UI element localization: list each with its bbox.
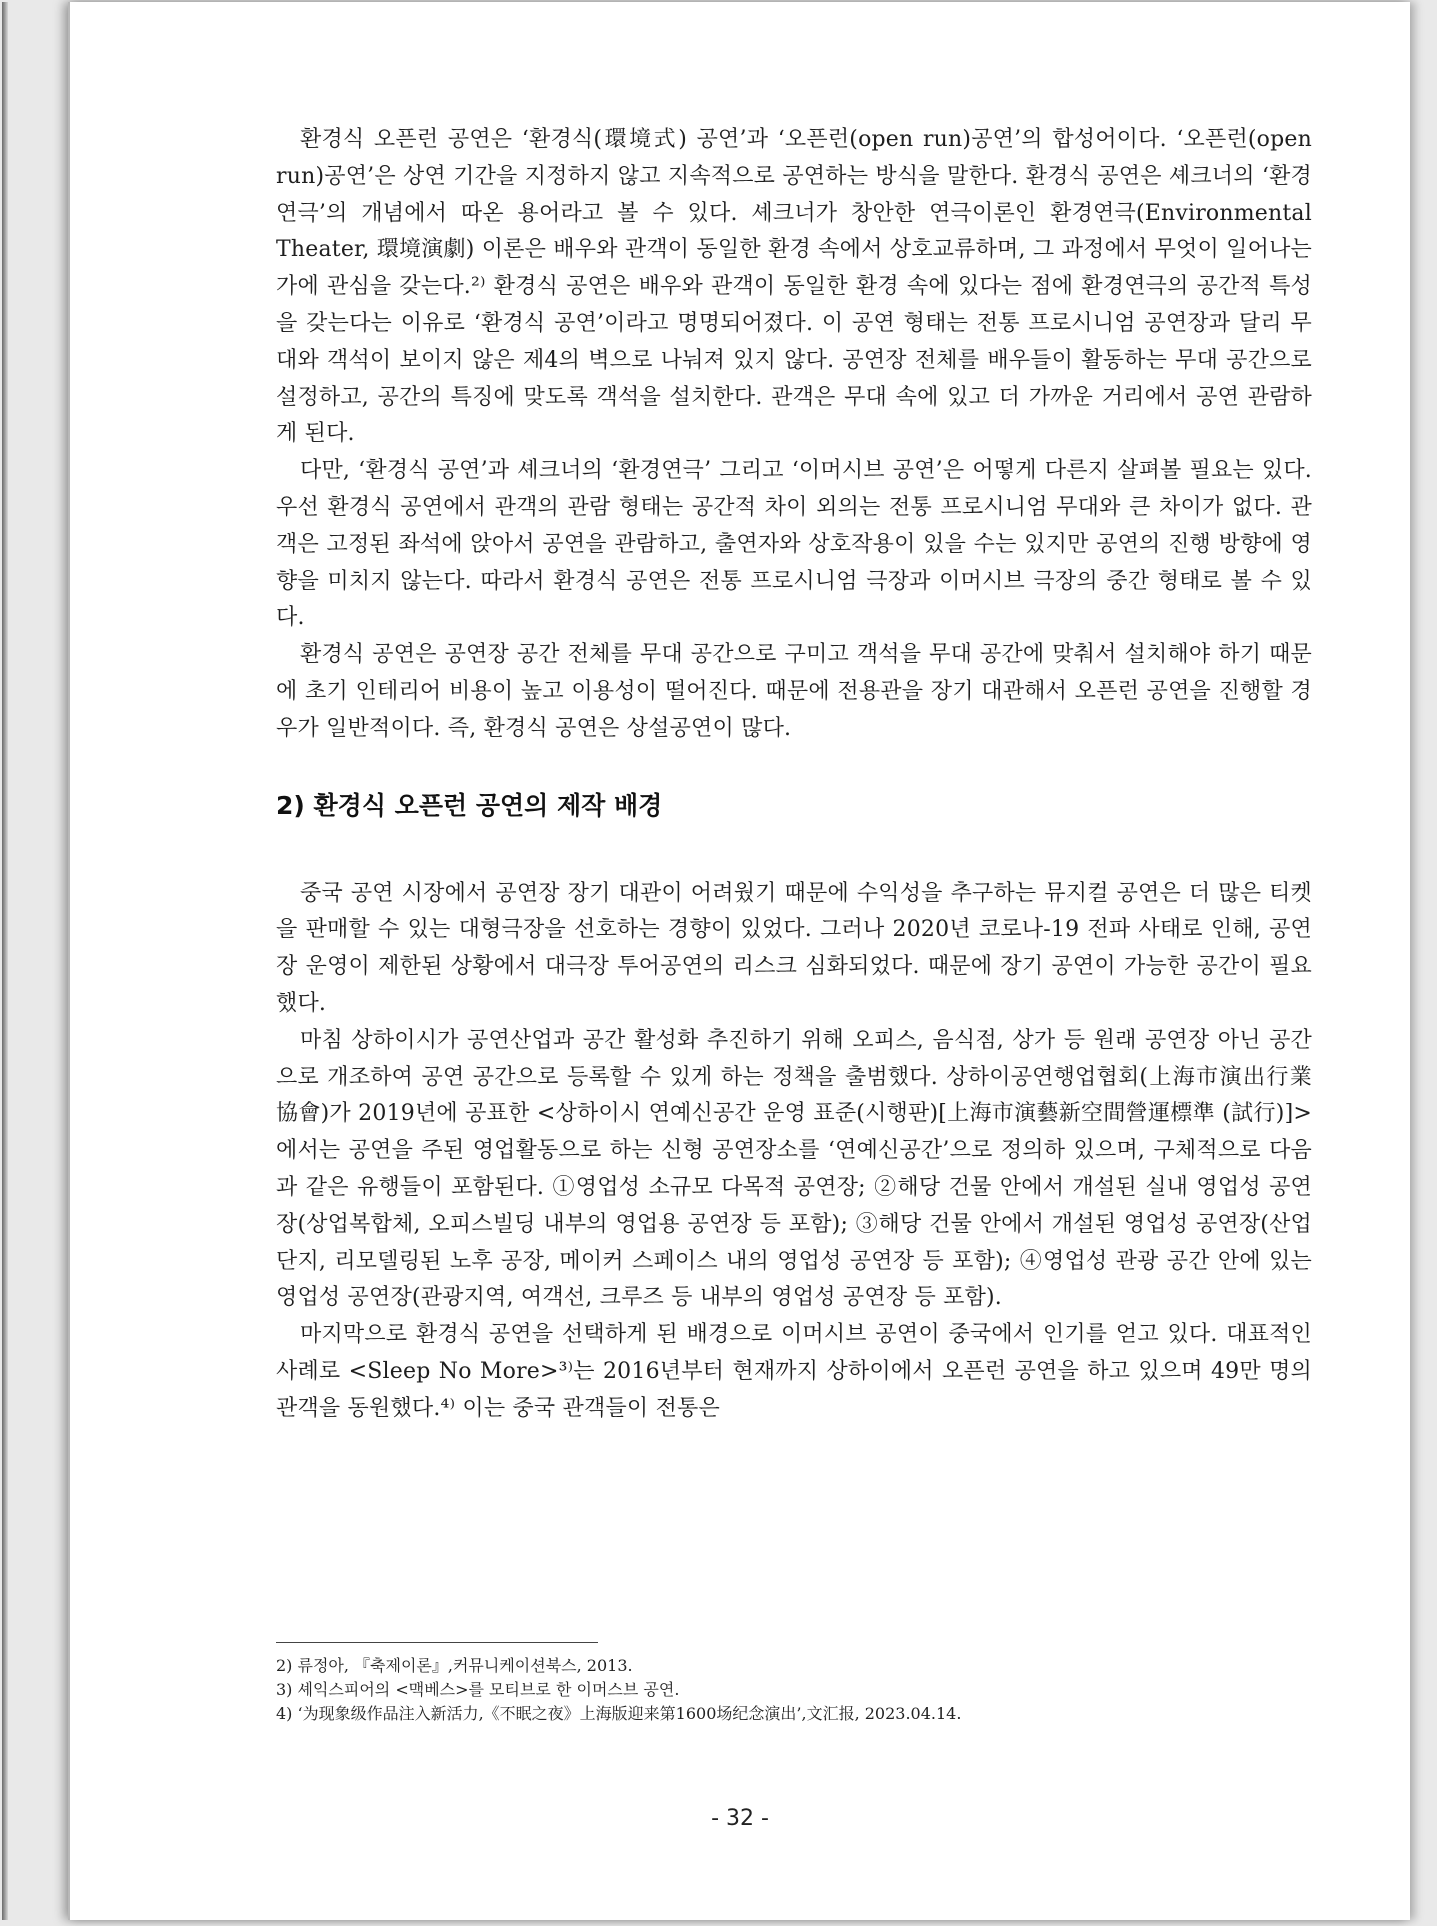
body-paragraph: 마침 상하이시가 공연산업과 공간 활성화 추진하기 위해 오피스, 음식점, 상가 등 원래 공연장 아닌 공간으로 개조하여 공연 공간으로 등록할 수 있게 하는 정책을 출범했다. 상하이공연행업협회(上海市演出行業協會)가 2019년에 공표한 <상하이시 연예신공간 운영 표준(시행판)[上海市演藝新空間營運標準 (試行)]>에서는 공연을 주된 영업활동으로 하는 신형 공연장소를 ‘연예신공간’으로 정의하 있으며, 구체적으로 다음과 같은 유행들이 포함된다. ①영업성 소규모 다목적 공연장; ②해당 건물 안에서 개설된 실내 영업성 공연장(상업복합체, 오피스빌딩 내부의 영업용 공연장 등 포함); ③해당 건물 안에서 개설된 영업성 공연장(산업단지, 리모델링된 노후 공장, 메이커 스페이스 내의 영업성 공연장 등 포함); ④영업성 관광 공간 안에 있는 영업성 공연장(관광지역, 여객선, 크루즈 등 내부의 영업성 공연장 등 포함). [276,1027,1312,1311]
footnote: 2) 류정아, 『축제이론』,커뮤니케이션북스, 2013. [276,1656,633,1675]
document-page [68,2,1410,1920]
body-paragraph: 중국 공연 시장에서 공연장 장기 대관이 어려웠기 때문에 수익성을 추구하는 뮤지컬 공연은 더 많은 티켓을 판매할 수 있는 대형극장을 선호하는 경향이 있었다. 그러나 2020년 코로나-19 전파 사태로 인해, 공연장 운영이 제한된 상황에서 대극장 투어공연의 리스크 심화되었다. 때문에 장기 공연이 가능한 공간이 필요했다. [276,880,1312,1016]
page-body [276,122,1312,1428]
footnote: 3) 셰익스피어의 <맥베스>를 모티브로 한 이머스브 공연. [276,1680,680,1699]
footnote-divider [276,1642,598,1643]
body-paragraph: 환경식 공연은 공연장 공간 전체를 무대 공간으로 구미고 객석을 무대 공간에 맞춰서 설치해야 하기 때문에 초기 인테리어 비용이 높고 이용성이 떨어진다. 때문에 전용관을 장기 대관해서 오픈런 공연을 진행할 경우가 일반적이다. 즉, 환경식 공연은 상설공연이 많다. [276,642,1312,741]
body-paragraph: 마지막으로 환경식 공연을 선택하게 된 배경으로 이머시브 공연이 중국에서 인기를 얻고 있다. 대표적인 사례로 <Sleep No More>³⁾는 2016년부터 현재까지 상하이에서 오픈런 공연을 하고 있으며 49만 명의 관객을 동원했다.⁴⁾ 이는 중국 관객들이 전통은 [276,1322,1312,1421]
page-number: - 32 - [711,1806,769,1831]
footnote: 4) ‘为现象级作品注入新活力,《不眠之夜》上海版迎来第1600场纪念演出’,文汇报, 2023.04.14. [276,1704,962,1723]
body-paragraph: 환경식 오픈런 공연은 ‘환경식(環境式) 공연’과 ‘오픈런(open run)공연’의 합성어이다. ‘오픈런(open run)공연’은 상연 기간을 지정하지 않고 지속적으로 공연하는 방식을 말한다. 환경식 공연은 셰크너의 ‘환경연극’의 개념에서 따온 용어라고 볼 수 있다. 셰크너가 창안한 연극이론인 환경연극(Environmental Theater, 環境演劇) 이론은 배우와 관객이 동일한 환경 속에서 상호교류하며, 그 과정에서 무엇이 일어나는가에 관심을 갖는다.²⁾ 환경식 공연은 배우와 관객이 동일한 환경 속에 있다는 점에 환경연극의 공간적 특성을 갖는다는 이유로 ‘환경식 공연’이라고 명명되어졌다. 이 공연 형태는 전통 프로시니엄 공연장과 달리 무대와 객석이 보이지 않은 제4의 벽으로 나눠져 있지 않다. 공연장 전체를 배우들이 활동하는 무대 공간으로 설정하고, 공간의 특징에 맞도록 객석을 설치한다. 관객은 무대 속에 있고 더 가까운 거리에서 공연 관람하게 된다. [276,127,1312,447]
section-heading: 2) 환경식 오픈런 공연의 제작 배경 [276,790,663,820]
body-paragraph: 다만, ‘환경식 공연’과 셰크너의 ‘환경연극’ 그리고 ‘이머시브 공연’은 어떻게 다른지 살펴볼 필요는 있다. 우선 환경식 공연에서 관객의 관람 형태는 공간적 차이 외의는 전통 프로시니엄 무대와 큰 차이가 없다. 관객은 고정된 좌석에 앉아서 공연을 관람하고, 출연자와 상호작용이 있을 수는 있지만 공연의 진행 방향에 영향을 미치지 않는다. 따라서 환경식 공연은 전통 프로시니엄 극장과 이머시브 극장의 중간 형태로 볼 수 있다. [276,458,1312,631]
page-stack-edge [2,2,8,1920]
footnotes [276,1654,1312,1726]
